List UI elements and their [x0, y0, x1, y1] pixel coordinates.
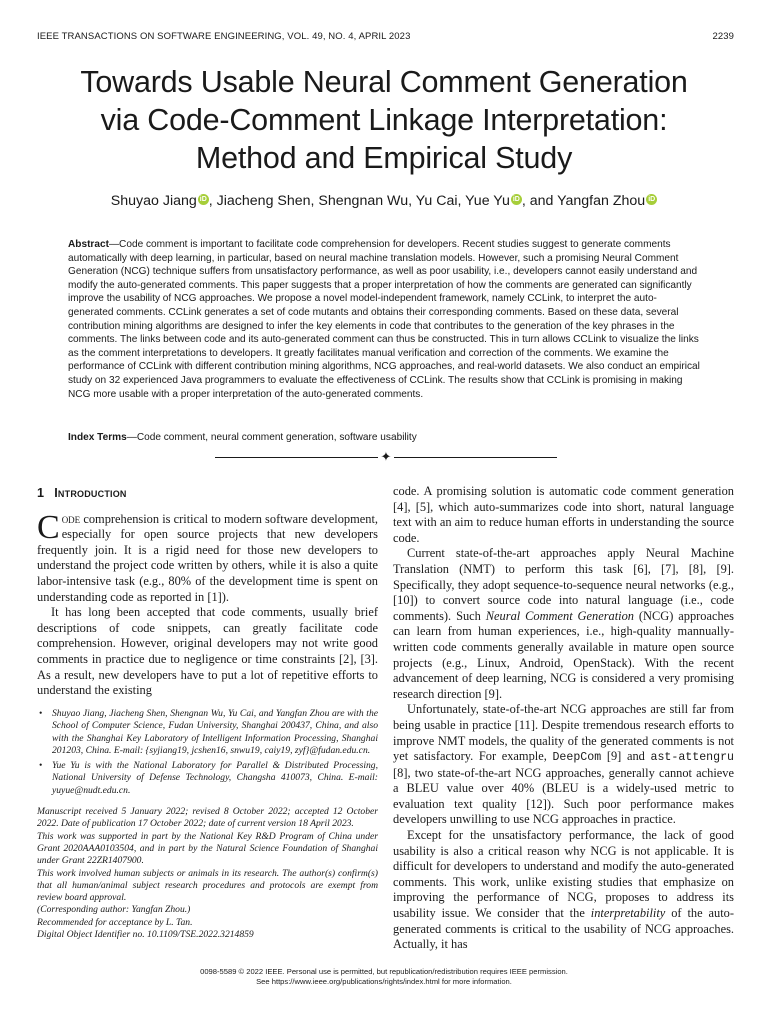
section-title: Introduction — [54, 486, 127, 500]
paragraph: It has long been accepted that code comments, usually brief descriptions of code snippets, can greatly facilitate code comprehension. However, original developers may not write good comments in practice due to negligence or time constraints [2], [3]. As a result, new developers have to put a lot of repetitive efforts to understand the existing — [37, 605, 378, 698]
paragraph-text: Unfortunately, state-of-the-art NCG approaches are still far from being usable in practice [11]. Despite tremendous research efforts to improve NMT models, the quality of the generated comments is not yet satisfactory. For example, — [393, 702, 734, 764]
orcid-icon[interactable]: iD — [512, 196, 520, 203]
index-terms-label: Index Terms — [68, 432, 127, 443]
journal-citation: IEEE TRANSACTIONS ON SOFTWARE ENGINEERING, VOL. 49, NO. 4, APRIL 2023 — [37, 31, 411, 42]
paragraph — [393, 828, 734, 953]
abstract-text: —Code comment is important to facilitate code comprehension for developers. Recent studies suggest to generate comments automatically with deep learning, in particular, based on neural machine translation models. However, such a promising Neural Comment Generation (NCG) technique suffers from unsatisfactory performance, as well as poor usability, i.e., developers cannot easily understand and modify the auto-generated comments. This paper suggests that a proper interpretation of how the comments are generated can significantly improve the usability of NCG approaches. We propose a novel model-independent framework, namely CCLink, to interpret the auto-generated comments. CCLink generates a set of code mutants and obtains their corresponding comments. Based on these data, several contribution mining algorithms are designed to infer the key elements in code that contributes to the generation of the key phrases in the comments. The links between code and its auto-generated comment can thus be constructed. This in turn allows CCLink to visualize the links as the comment interpretations to developers. It greatly facilitates manual verification and correction of the comments. We examine the performance of CCLink with different contribution mining algorithms, NCG approaches, and real-world datasets. We also conduct an empirical study on 32 experienced Java programmers to evaluate the effectiveness of CCLink. The results show that CCLink is promising in making NCG more usable with a proper interpretation of the auto-generated comments. — [68, 239, 700, 400]
author-name: Shuyao Jiang — [110, 193, 197, 209]
footnote-recommended: Recommended for acceptance by L. Tan. — [37, 916, 193, 928]
paragraph-text: Current state-of-the-art approaches apply Neural Machine Translation (NMT) to perform this task [6], [7], [8], [9]. Specifically, they adopt sequence-to-sequence neural networks (e.g., [10]) to convert source code into natural language (i.e., code comments). Such — [393, 546, 734, 623]
paragraph — [393, 702, 734, 828]
paragraph: code. A promising solution is automatic code comment generation [4], [5], which auto-summarizes code into short, natural language text with an aim to reduce human efforts in understanding the source code. — [393, 484, 734, 545]
paper-title — [40, 63, 728, 177]
right-column — [393, 484, 734, 953]
footnote-affiliation: • Shuyao Jiang, Jiacheng Shen, Shengnan Wu, Yu Cai, and Yangfan Zhou are with the School of Computer Science, Fudan University, Shanghai 200437, China, and also with the Shanghai Key Laboratory of Intelligent Information Processing, Shanghai 201203, China. E-mail: {syjiang19, jcshen16, snwu19, caiy19, zyf}@fudan.edu.cn. — [37, 708, 378, 757]
index-terms — [68, 431, 700, 445]
code-term: ast-attengru — [650, 751, 734, 765]
copyright-link-line[interactable]: See https://www.ieee.org/publications/rights/index.html for more information. — [256, 977, 512, 986]
footnote-corresponding-author: (Corresponding author: Yangfan Zhou.) — [37, 904, 191, 916]
left-column — [37, 484, 378, 699]
footnote-affiliation: • Yue Yu is with the National Laboratory for Parallel & Distributed Processing, National University of Defense Technology, Changsha 410073, China. E-mail: yuyue@nudt.edu.cn. — [37, 760, 378, 797]
abstract — [68, 238, 700, 401]
title-line: Method and Empirical Study — [195, 141, 573, 175]
author-names: , Jiacheng Shen, Shengnan Wu, Yu Cai, Yue Yu — [208, 193, 510, 209]
index-terms-text: —Code comment, neural comment generation, software usability — [126, 432, 417, 443]
paragraph — [37, 508, 378, 606]
footnote-manuscript: Manuscript received 5 January 2022; revised 8 October 2022; accepted 12 October 2022. Date of publication 17 October 2022; date of current version 18 April 2023. — [37, 806, 378, 830]
title-line: via Code-Comment Linkage Interpretation: — [100, 103, 668, 137]
paragraph-text: [8], two state-of-the-art NCG approaches, generally cannot achieve a BLEU value over 40% (BLEU is a widely-used metric to evaluation text quality [12]). Such poor performance makes developers unwilling to use NCG approaches in practice. — [393, 765, 734, 827]
page-number: 2239 — [712, 31, 734, 42]
footnote-funding: This work was supported in part by the National Key R&D Program of China under Grant 2020AAA0103504, and in part by the Natural Science Foundation of Shanghai under Grant 22ZR1407900. — [37, 830, 378, 867]
code-term: DeepCom — [552, 751, 602, 765]
orcid-icon[interactable]: iD — [199, 196, 207, 203]
paragraph-text: Except for the unsatisfactory performance, the lack of good usability is also a critical reason why NCG is not applicable. It is difficult for developers to understand and modify the auto-generated comments. This work, unlike existing studies that emphasize on improving the performance of NCG, proposes to address its usability issue. We consider that the — [393, 828, 734, 921]
section-number: 1 — [37, 486, 45, 500]
drop-cap: C — [37, 508, 60, 546]
footnotes — [37, 708, 378, 941]
abstract-label: Abstract — [68, 239, 109, 250]
paragraph-text: comprehension is critical to modern software development, especially for open source projects that new developers frequently join. It is a rigid need for those new developers to understand the project code written by others, while it is also a quite labor-intensive task (e.g., 80% of the development time is spent on understanding code as reported in [1]). — [37, 511, 378, 604]
emphasis-term: Neural Comment Generation — [485, 608, 634, 623]
copyright-notice — [60, 967, 708, 987]
paragraph-text: (NCG) approaches can learn from human experiences, i.e., high-quality mannually-written code comments generally available in mature open source projects (e.g., Linux, Android, OpenStack). With the recent advancement of deep learning, NCG is considered a very promising research direction [9]. — [393, 608, 734, 701]
copyright-line: 0098-5589 © 2022 IEEE. Personal use is permitted, but republication/redistribution requires IEEE permission. — [200, 967, 568, 976]
footnote-doi[interactable]: Digital Object Identifier no. 10.1109/TSE.2022.3214859 — [37, 929, 254, 941]
footnote-ethics: This work involved human subjects or animals in its research. The author(s) confirm(s) that all human/animal subject research procedures and protocols are exempt from review board approval. — [37, 867, 378, 904]
author-list — [40, 193, 728, 209]
emphasis-term: interpretability — [590, 906, 666, 921]
title-line: Towards Usable Neural Comment Generation — [80, 65, 688, 99]
small-caps-word: ode — [61, 511, 81, 526]
section-heading — [37, 486, 378, 502]
orcid-icon[interactable]: iD — [648, 196, 656, 203]
author-names: , and Yangfan Zhou — [521, 193, 646, 209]
paragraph-text: of the auto-generated comments is critical to the usability of NCG approaches. Actually, it has — [393, 906, 734, 952]
running-header — [37, 31, 734, 45]
paragraph-text: [9] and — [601, 749, 651, 764]
divider-ornament-icon: ✦ — [378, 449, 394, 465]
paragraph — [393, 546, 734, 702]
